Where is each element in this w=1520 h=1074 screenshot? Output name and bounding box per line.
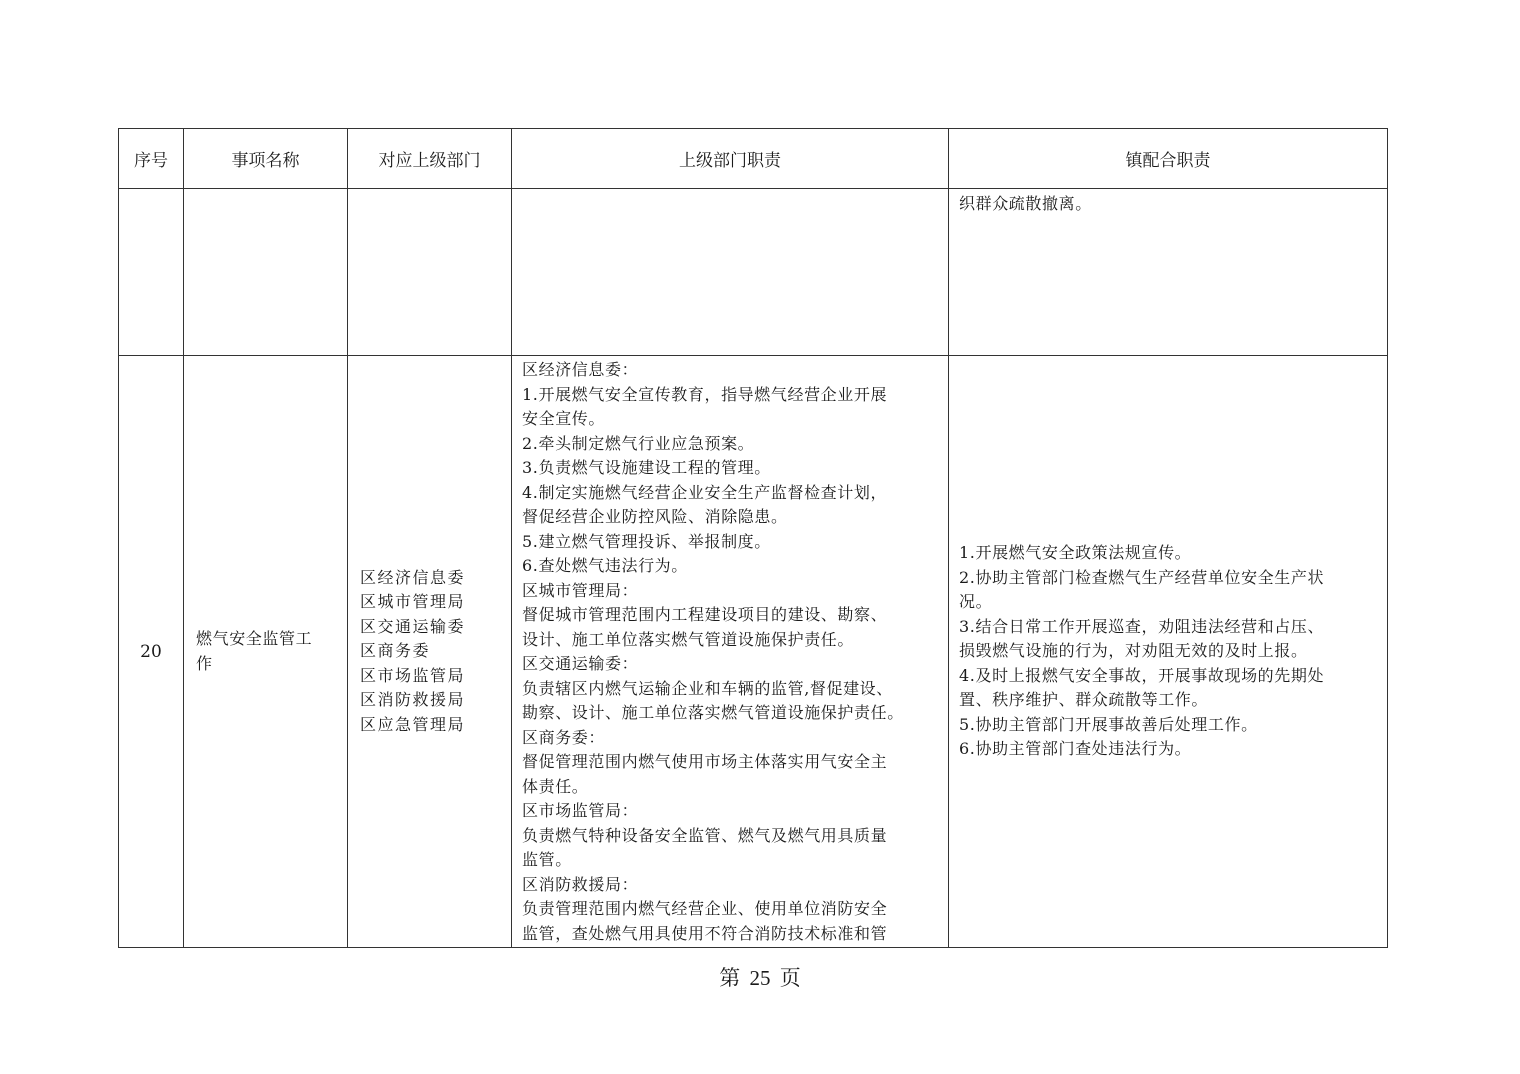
table-header-row <box>119 129 1388 189</box>
continued-town-duty-cell: 织群众疏散撤离。 <box>949 189 1388 356</box>
page-number: 第 25 页 <box>719 966 801 990</box>
town-duty-cell: 1.开展燃气安全政策法规宣传。 2.协助主管部门检查燃气生产经营单位安全生产状 况。 3.结合日常工作开展巡查，劝阻违法经营和占压、 损毁燃气设施的行为，对劝阻无效的及时上报。 4.及时上报燃气安全事故，开展事故现场的先期处 置、秩序维护、群众疏散等工作。 5.协助主管部门开展事故善后处理工作。 6.协助主管部门查处违法行为。 <box>949 356 1388 948</box>
header-superior-department: 对应上级部门 <box>348 129 512 189</box>
continued-department-cell <box>348 189 512 356</box>
header-number: 序号 <box>119 129 184 189</box>
header-item-name: 事项名称 <box>184 129 348 189</box>
table-row-20 <box>119 356 1388 948</box>
superior-department-cell: 区经济信息委 区城市管理局 区交通运输委 区商务委 区市场监管局 区消防救援局 区应急管理局 <box>348 356 512 948</box>
responsibility-table <box>118 128 1388 948</box>
continued-superior-duty-cell <box>512 189 949 356</box>
header-town-duty: 镇配合职责 <box>949 129 1388 189</box>
superior-duty-cell: 区经济信息委： 1.开展燃气安全宣传教育，指导燃气经营企业开展 安全宣传。 2.牵头制定燃气行业应急预案。 3.负责燃气设施建设工程的管理。 4.制定实施燃气经营企业安全生产监督检查计划， 督促经营企业防控风险、消除隐患。 5.建立燃气管理投诉、举报制度。 6.查处燃气违法行为。 区城市管理局： 督促城市管理范围内工程建设项目的建设、勘察、 设计、施工单位落实燃气管道设施保护责任。 区交通运输委： 负责辖区内燃气运输企业和车辆的监管,督促建设、 勘察、设计、施工单位落实燃气管道设施保护责任。 区商务委： 督促管理范围内燃气使用市场主体落实用气安全主 体责任。 区市场监管局： 负责燃气特种设备安全监管、燃气及燃气用具质量 监管。 区消防救援局： 负责管理范围内燃气经营企业、使用单位消防安全 监管，查处燃气用具使用不符合消防技术标准和管 <box>512 356 949 948</box>
continued-number-cell <box>119 189 184 356</box>
item-name-cell: 燃气安全监管工 作 <box>184 356 348 948</box>
row-number-cell: 20 <box>119 356 184 948</box>
header-superior-duty: 上级部门职责 <box>512 129 949 189</box>
continued-name-cell <box>184 189 348 356</box>
table-row-continued <box>119 189 1388 356</box>
